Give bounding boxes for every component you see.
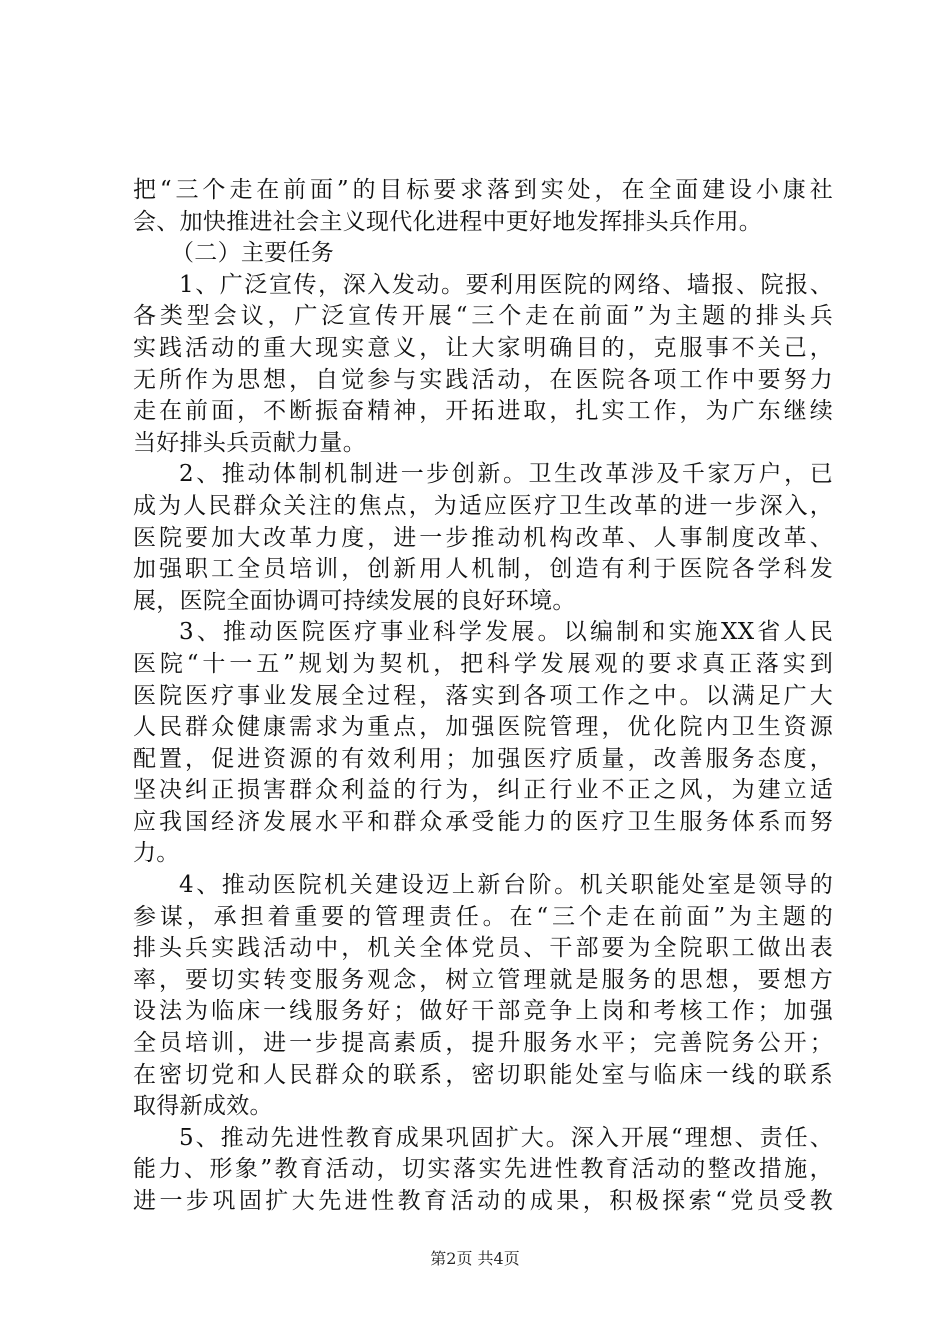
text-line: 能力、形象”教育活动，切实落实先进性教育活动的整改措施， <box>133 1156 833 1183</box>
text-line: 成为人民群众关注的焦点，为适应医疗卫生改革的进一步深入， <box>133 492 833 519</box>
text-line: 会、加快推进社会主义现代化进程中更好地发挥排头兵作用。 <box>133 208 763 235</box>
text-line: 配置，促进资源的有效利用；加强医疗质量，改善服务态度， <box>133 745 833 772</box>
text-line: 各类型会议，广泛宣传开展“三个走在前面”为主题的排头兵 <box>133 303 833 330</box>
text-line: 率，要切实转变服务观念，树立管理就是服务的思想，要想方 <box>133 966 833 993</box>
text-line: （二）主要任务 <box>171 240 335 267</box>
text-line: 加强职工全员培训，创新用人机制，创造有利于医院各学科发 <box>133 556 833 583</box>
text-line: 应我国经济发展水平和群众承受能力的医疗卫生服务体系而努 <box>133 808 833 835</box>
text-line: 5、推动先进性教育成果巩固扩大。深入开展“理想、责任、 <box>179 1124 833 1151</box>
text-line: 实践活动的重大现实意义，让大家明确目的，克服事不关己， <box>133 334 833 361</box>
text-line: 4、推动医院机关建设迈上新台阶。机关职能处室是领导的 <box>179 872 833 899</box>
text-line: 2、推动体制机制进一步创新。卫生改革涉及千家万户，已 <box>179 461 833 488</box>
text-line: 设法为临床一线服务好；做好干部竞争上岗和考核工作；加强 <box>133 998 833 1025</box>
text-line: 走在前面，不断振奋精神，开拓进取，扎实工作，为广东继续 <box>133 398 833 425</box>
text-line: 无所作为思想，自觉参与实践活动，在医院各项工作中要努力 <box>133 366 833 393</box>
text-line: 参谋，承担着重要的管理责任。在“三个走在前面”为主题的 <box>133 903 833 930</box>
text-line: 坚决纠正损害群众利益的行为，纠正行业不正之风，为建立适 <box>133 777 833 804</box>
text-line: 人民群众健康需求为重点，加强医院管理，优化院内卫生资源 <box>133 714 833 741</box>
text-line: 医院医疗事业发展全过程，落实到各项工作之中。以满足广大 <box>133 682 833 709</box>
text-line: 取得新成效。 <box>133 1093 273 1120</box>
text-line: 把“三个走在前面”的目标要求落到实处，在全面建设小康社 <box>133 177 833 203</box>
page-footer: 第2页 共4页 <box>430 1249 520 1268</box>
text-line: 1、广泛宣传，深入发动。要利用医院的网络、墙报、院报、 <box>179 271 833 298</box>
text-line: 当好排头兵贡献力量。 <box>133 429 366 456</box>
text-line: 在密切党和人民群众的联系，密切职能处室与临床一线的联系 <box>133 1061 833 1088</box>
text-line: 展，医院全面协调可持续发展的良好环境。 <box>133 587 576 614</box>
document-body <box>133 175 833 1218</box>
text-line: 全员培训，进一步提高素质，提升服务水平；完善院务公开； <box>133 1030 833 1057</box>
text-line: 医院“十一五”规划为契机，把科学发展观的要求真正落实到 <box>133 650 833 677</box>
text-line: 排头兵实践活动中，机关全体党员、干部要为全院职工做出表 <box>133 935 833 962</box>
text-line: 进一步巩固扩大先进性教育活动的成果，积极探索“党员受教 <box>133 1188 833 1214</box>
text-line: 力。 <box>133 840 180 867</box>
text-line: 3、推动医院医疗事业科学发展。以编制和实施XX省人民 <box>179 619 833 646</box>
text-line: 医院要加大改革力度，进一步推动机构改革、人事制度改革、 <box>133 524 833 551</box>
